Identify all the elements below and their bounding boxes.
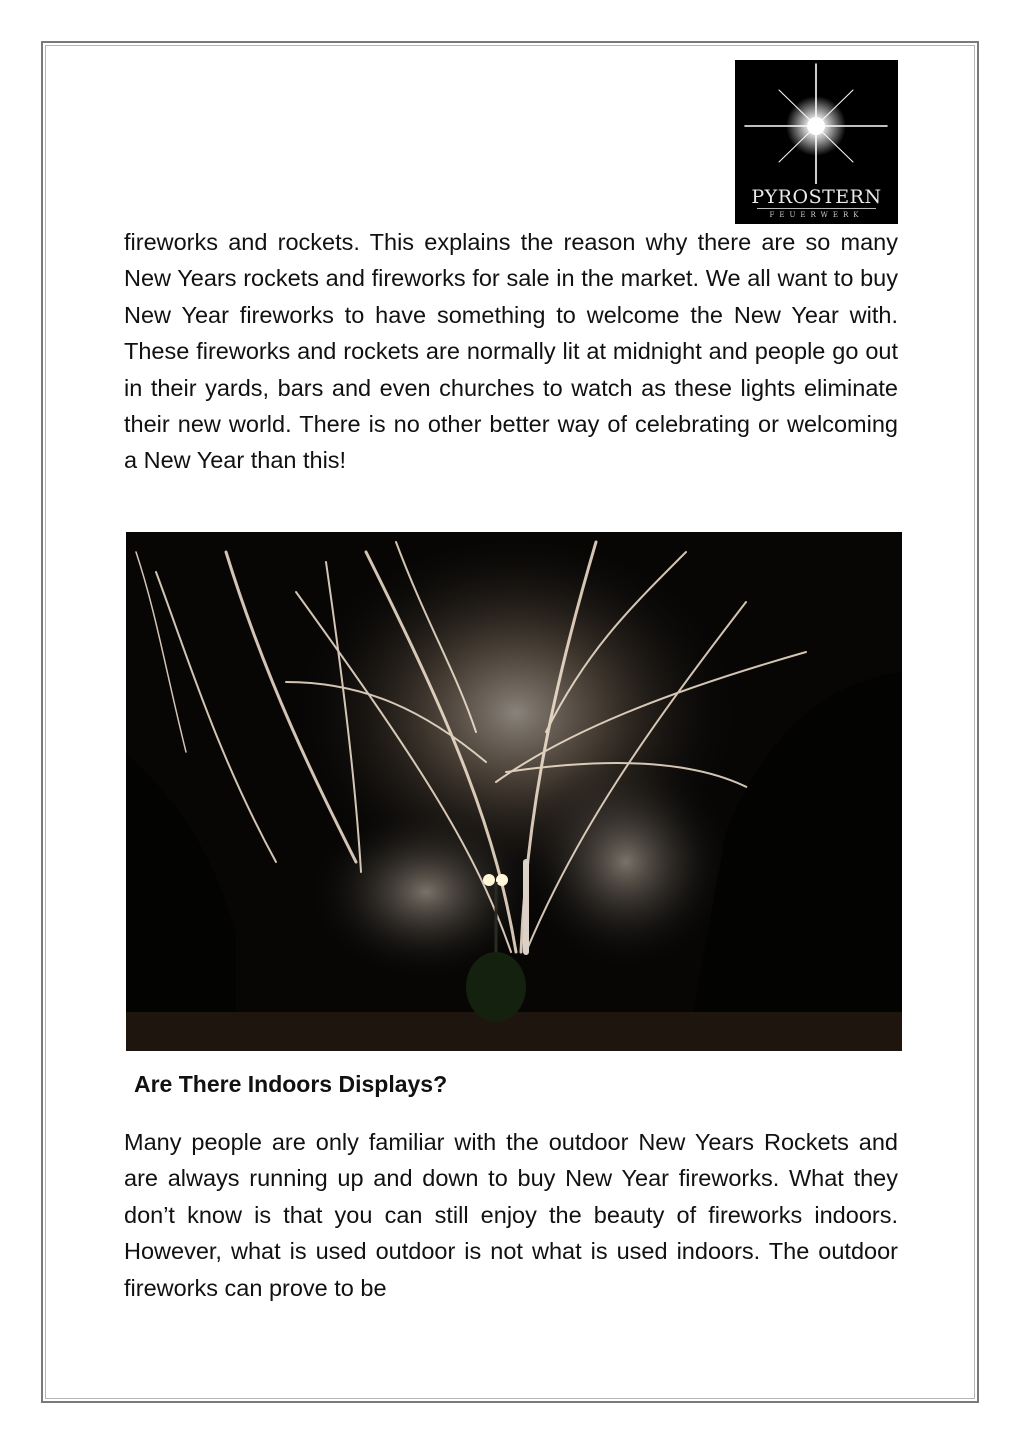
logo-brand: PYROSTERN [751,186,882,208]
pyrostern-logo [735,60,898,224]
body-paragraph: Many people are only familiar with the outdoor New Years Rockets and are always running up and down to buy New Year fireworks. What they don’t know is that you can still enjoy the beauty of fireworks indoors. However, what is used outdoor is not what is used indoors. The outdoor fireworks can prove to be [124,1129,898,1301]
section-heading: Are There Indoors Displays? [134,1071,448,1097]
logo-divider [757,208,876,209]
fireworks-photo [126,532,902,1051]
logo-subtitle: FEUERWERK [769,211,864,219]
body-paragraph: fireworks and rockets. This explains the reason why there are so many New Years rockets and fireworks for sale in the market. We all want to buy New Year fireworks to have something to welcome the New Year with. These fireworks and rockets are normally lit at midnight and people go out in their yards, bars and even churches to watch as these lights eliminate their new world. There is no other better way of celebrating or welcoming a New Year than this! [124,229,898,474]
star-burst-icon [735,60,898,184]
